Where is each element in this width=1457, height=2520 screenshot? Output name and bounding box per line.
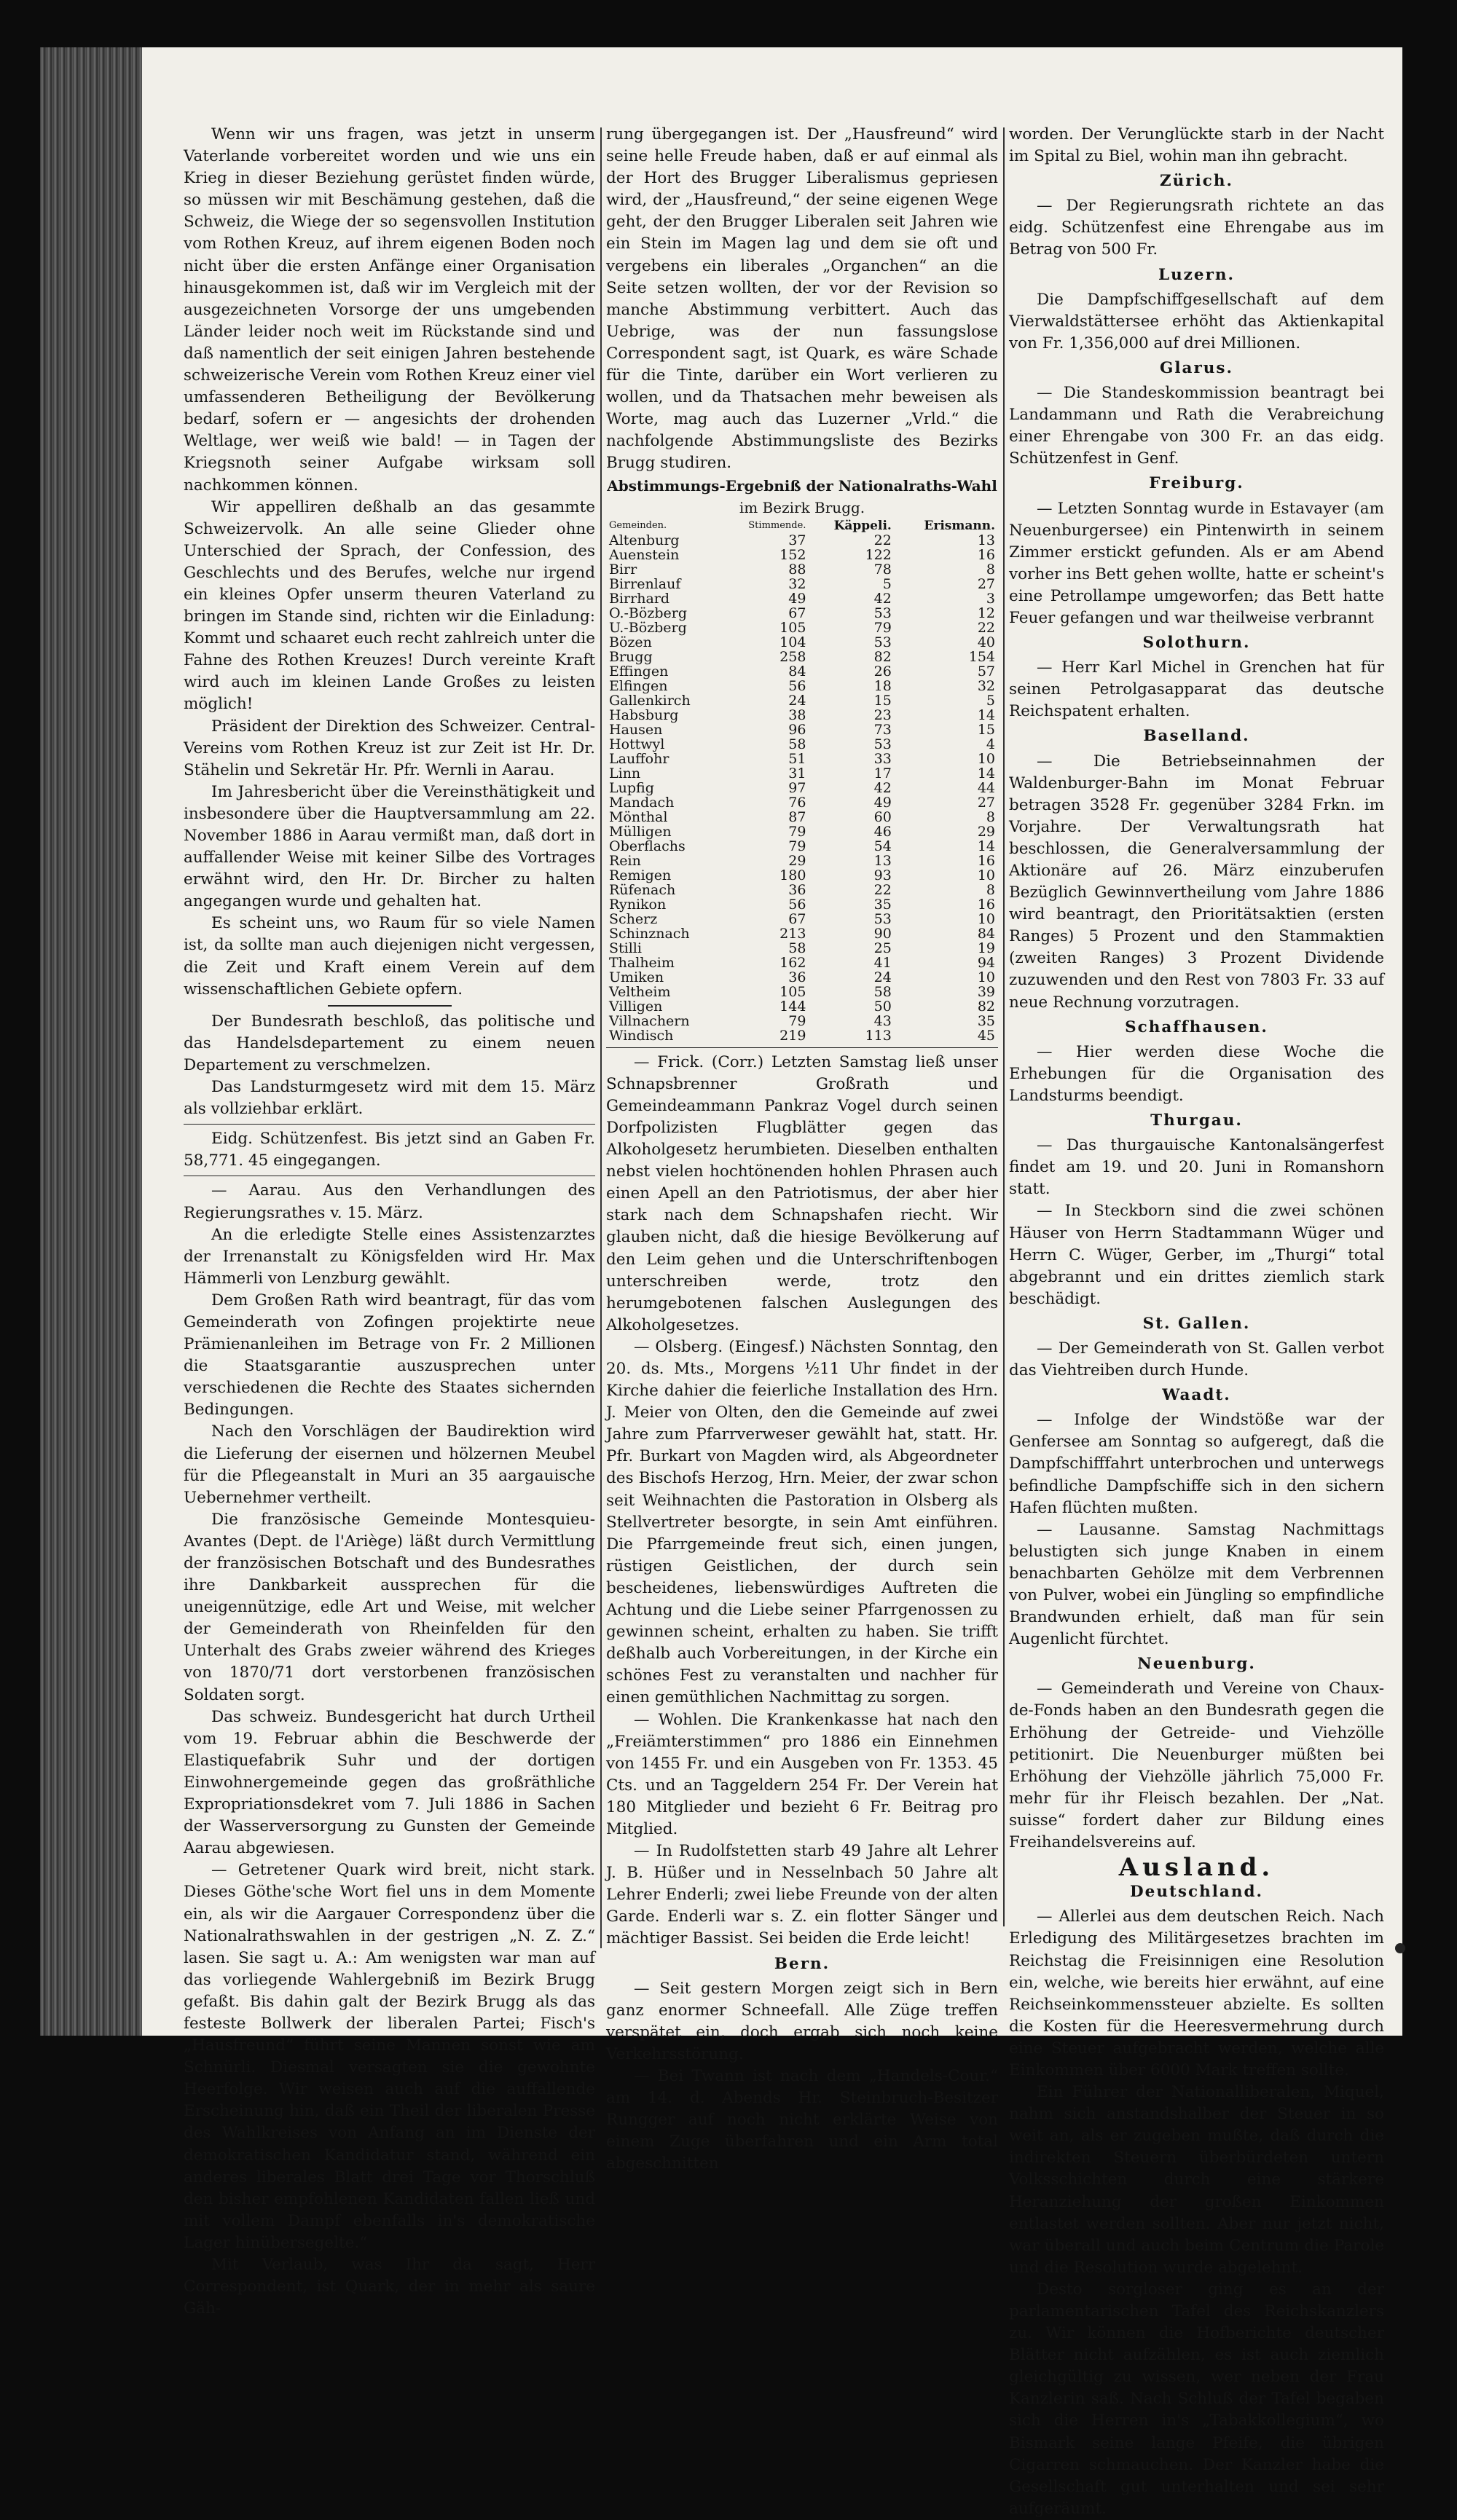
table-cell: Auenstein [609, 546, 680, 563]
table-cell: 213 [779, 925, 806, 942]
table-cell: 152 [779, 546, 806, 563]
paragraph: — Das thurgauische Kantonalsängerfest findet am 19. und 20. Juni in Romanshorn statt. [1009, 1136, 1384, 1199]
table-cell: 3 [986, 590, 995, 607]
table-cell: 24 [873, 969, 892, 985]
paragraph: — Allerlei aus dem deutschen Reich. Nach Erledigung des Militärgesetzes brachten im Reichstag die Freisinnigen eine Resolution ein, welche, wie bereits hier erwähnt, auf eine Reichseinkommenssteuer abzielte. Es sollten die Kosten für die Heeresvermehrung durch eine Steuer aufgebracht werden, welche alle Einkommen über 6000 Mark treffen sollte. [1009, 1907, 1384, 2079]
table-cell: 33 [873, 750, 892, 767]
table-cell: Thalheim [609, 954, 675, 971]
paragraph: Dem Großen Rath wird beantragt, für das vom Gemeinderath von Zofingen projektirte neue Prämienanleihen im Betrage von Fr. 2 Millionen die Staatsgarantie auszusprechen unter verschiedenen die Rechte des Staates sichernden Bedingungen. [184, 1291, 595, 1420]
table-cell: 87 [788, 808, 806, 825]
table-cell: 27 [977, 575, 995, 592]
table-row [606, 912, 998, 926]
column-left [184, 124, 595, 2320]
table-row [606, 810, 998, 824]
table-row [606, 708, 998, 722]
table-cell: 58 [788, 940, 806, 956]
paragraph: — Olsberg. (Eingesf.) Nächsten Sonntag, den 20. ds. Mts., Morgens ½11 Uhr findet in der Kirche dahier die feierliche Installation des Hrn. J. Meier von Olten, den die Gemeinde auf zwei Jahre zum Pfarrverweser gewählt hat, statt. Hr. Pfr. Burkart von Magden wird, als Abgeordneter des Bischofs Herzog, Hrn. Meier, der zwar schon seit Weihnachten die Pastoration in Olsberg als Stellvertreter besorgte, in sein Amt einführen. Die Pfarrgemeinde freut sich, einen jungen, rüstigen Geistlichen, der durch sein bescheidenes, liebenswürdiges Auftreten die Achtung und die Liebe seiner Pfarrgenossen zu gewinnen scheint, erhalten zu haben. Sie trifft deßhalb auch Vorbereitungen, in der Kirche ein schönes Fest zu veranstalten und nachher für einen gemüthlichen Nachmittag zu sorgen. [606, 1337, 998, 1707]
table-cell: 37 [788, 532, 806, 548]
paragraph: worden. Der Verunglückte starb in der Nacht im Spital zu Biel, wohin man ihn gebracht. [1009, 125, 1384, 166]
table-cell: 93 [873, 867, 892, 883]
paragraph: — In Rudolfstetten starb 49 Jahre alt Lehrer J. B. Hüßer und in Nesselnbach 50 Jahre alt Lehrer Enderli; zwei liebe Freunde von der alten Garde. Enderli war s. Z. ein flotter Sänger und mächtiger Bassist. Sei beiden die Erde leicht! [606, 1842, 998, 1948]
table-cell: 12 [977, 605, 995, 621]
table-row [606, 985, 998, 999]
table-row [606, 970, 998, 985]
paragraph: Mit Verlaub, was Ihr da sagt, Herr Correspondent, ist Quark, der in mehr als saure Gäh- [184, 2256, 595, 2318]
table-cell: 162 [779, 954, 806, 971]
table-cell: 16 [977, 896, 995, 913]
table-cell: 36 [788, 881, 806, 898]
table-cell: Altenburg [609, 532, 680, 548]
paragraph: An die erledigte Stelle eines Assistenzarztes der Irrenanstalt zu Königsfelden wird Hr. Max Hämmerli von Lenzburg gewählt. [184, 1225, 595, 1288]
table-cell: 79 [788, 838, 806, 854]
table-cell: Rein [609, 852, 641, 869]
ink-spot [1395, 1943, 1405, 1953]
table-cell: 10 [977, 867, 995, 883]
table-row [606, 577, 998, 591]
table-cell: 50 [873, 998, 892, 1015]
table-row [606, 781, 998, 795]
divider [606, 1047, 998, 1048]
section-heading: Luzern. [1158, 265, 1236, 284]
table-cell: Hottwyl [609, 736, 665, 752]
table-row [606, 883, 998, 897]
table-row [606, 621, 998, 635]
paragraph: Präsident der Direktion des Schweizer. Central-Vereins vom Rothen Kreuz ist zur Zeit ist Hr. Dr. Stähelin und Sekretär Hr. Pfr. Wernli in Aarau. [184, 717, 595, 779]
table-row [606, 956, 998, 970]
table-cell: 84 [977, 925, 995, 942]
table-cell: 35 [873, 896, 892, 913]
election-results-table [606, 519, 998, 1043]
canton-news [1009, 170, 1384, 1854]
table-cell: 13 [873, 852, 892, 869]
table-header-row [606, 519, 998, 533]
table-cell: 79 [788, 1012, 806, 1029]
table-cell: 94 [977, 954, 995, 971]
paragraph: Das schweiz. Bundesgericht hat durch Urtheil vom 19. Februar abhin die Beschwerde der Elastiquefabrik Suhr und der dortigen Einwohnergemeinde gegen das großräthliche Expropriationsdekret vom 7. Juli 1886 in Sachen der Wasserversorgung zu Gunsten der Gemeinde Aarau abgewiesen. [184, 1707, 595, 1858]
table-row [606, 854, 998, 868]
table-cell: 78 [873, 561, 892, 578]
table-cell: 24 [788, 692, 806, 709]
paragraph: Die französische Gemeinde Montesquieu-Avantes (Dept. de l'Ariège) läßt durch Vermittlung der französischen Botschaft und des Bundesrathes ihre Dankbarkeit aussprechen für die uneigennützige, edle Art und Weise, mit welcher der Gemeinderath von Rheinfelden für den Unterhalt des Grabs zweier während des Krieges von 1870/71 dort verstorbenen französischen Soldaten sorgt. [184, 1510, 595, 1704]
table-cell: 32 [788, 575, 806, 592]
table-cell: 42 [873, 779, 892, 796]
table-cell: 29 [977, 823, 995, 840]
table-cell: 76 [788, 794, 806, 811]
table-cell: 88 [788, 561, 806, 578]
table-row [606, 635, 998, 650]
table-row [606, 664, 998, 679]
table-cell: 51 [788, 750, 806, 767]
table-cell: 18 [873, 677, 892, 694]
table-cell: U.-Bözberg [609, 619, 687, 636]
table-row [606, 752, 998, 766]
table-row [606, 999, 998, 1014]
paragraph: Nach den Vorschlägen der Baudirektion wird die Lieferung der eisernen und hölzernen Meubel für die Pflegeanstalt in Muri an 35 aargauische Uebernehmer vertheilt. [184, 1422, 595, 1507]
section-heading: Thurgau. [1150, 1111, 1243, 1130]
table-cell: 15 [977, 721, 995, 738]
table-subtitle: im Bezirk Brugg. [739, 498, 865, 516]
table-cell: 219 [779, 1027, 806, 1044]
paragraph: — Frick. (Corr.) Letzten Samstag ließ unser Schnapsbrenner Großrath und Gemeindeammann Pankraz Vogel durch seinen Dorfpolizisten Flugblätter gegen das Alkoholgesetz herumbieten. Dieselben enthalten nebst vielen hochtönenden hohlen Phrasen auch einen Apell an den Patriotismus, der aber hier stark nach dem Schnapshafen riecht. Wir glauben nicht, daß die hiesige Bevölkerung auf den Leim gehen und die Unterschriftenbogen unterschreiben werde, trotz den herumgebotenen falschen Auslegungen des Alkoholgesetzes. [606, 1052, 998, 1334]
table-cell: 104 [779, 634, 806, 650]
table-cell: 15 [873, 692, 892, 709]
paragraph: — Lausanne. Samstag Nachmittags belustigten sich junge Knaben in einem benachbarten Gehölze mit dem Verbrennen von Pulver, wobei ein Jüngling so empfindliche Brandwunden erhielt, daß man für sein Augenlicht fürchtet. [1009, 1520, 1384, 1649]
table-cell: 90 [873, 925, 892, 942]
table-cell: Mandach [609, 794, 675, 811]
table-cell: 10 [977, 910, 995, 927]
table-cell: 54 [873, 838, 892, 854]
table-cell: Brugg [609, 648, 653, 665]
table-row [606, 766, 998, 781]
paragraph: — Der Gemeinderath von St. Gallen verbot das Viehtreiben durch Hunde. [1009, 1339, 1384, 1380]
table-cell: 43 [873, 1012, 892, 1029]
section-heading: Solothurn. [1142, 634, 1251, 653]
table-cell: 42 [873, 590, 892, 607]
paragraph: — Getretener Quark wird breit, nicht stark. Dieses Göthe'sche Wort fiel uns in dem Momente ein, als wir die Aargauer Correspondenz über die Nationalrathswahlen in der gestrigen „N. Z. Z.“ lasen. Sie sagt u. A.: Am wenigsten war man auf das vorliegende Wahlergebniß im Bezirk Brugg gefaßt. Bis dahin galt der Bezirk Brugg als das festeste Bollwerk der liberalen Partei; Fisch's „Hausfreund“ führt seine Mannen sonst wie am Schnürli. Diesmal versagten sie die gewohnte Heerfolge. Wir weisen auch auf die auffallende Erscheinung hin, daß ein Theil der liberalen Presse des Wahlkreises von Anfang an im Dienste der demokratischen Kandidatur stand, während ein anderes liberales Blatt drei Tage vor Thorschluß den bisher empfohlenen Kandidaten fallen ließ und mit vollem Dampf ebenfalls in's demokratische Lager hinübersegelte.“ [184, 1861, 595, 2252]
table-cell: Schinznach [609, 925, 690, 942]
table-cell: Umiken [609, 969, 664, 985]
section-heading-ausland: Ausland. [1118, 1853, 1275, 1883]
table-cell: 36 [788, 969, 806, 985]
table-cell: Hausen [609, 721, 663, 738]
paragraph: Die Dampfschiffgesellschaft auf dem Vierwaldstättersee erhöht das Aktienkapital von Fr. 1,356,000 auf drei Millionen. [1009, 290, 1384, 353]
section-heading: Schaffhausen. [1125, 1017, 1268, 1036]
table-row [606, 693, 998, 708]
table-cell: 41 [873, 954, 892, 971]
paragraph: Wir appelliren deßhalb an das gesammte Schweizervolk. An alle seine Glieder ohne Unterschied der Sprach, der Confession, des Geschlechts und des Berufes, welche nur irgend ein kleines Opfer unserm theuren Vaterland zu bringen im Stande sind, richten wir die Einladung: Kommt und schaaret euch recht zahlreich unter die Fahne des Rothen Kreuzes! Durch vereinte Kraft wird auch im kleinen Lande Großes zu leisten möglich! [184, 497, 595, 714]
table-row [606, 722, 998, 737]
column-rule [600, 127, 602, 1948]
table-cell: 49 [788, 590, 806, 607]
table-cell: Lauffohr [609, 750, 669, 767]
table-cell: 35 [977, 1012, 995, 1029]
paragraph: Ein Führer der Nationalliberalen, Miquel, nahm sich anstandshalber der Steuer in so weit an, als er zugeben mußte, daß durch die indirekten Steuern überbürdeten untern Volksschichten durch eine stärkere Heranziehung der großen Einkommen entlastet werden sollten. Aber nur jetzt nicht, war überall und auch beim Centrum die Parole und die Resolution wurde abgelehnt. [1009, 2083, 1384, 2277]
table-cell: 96 [788, 721, 806, 738]
table-cell: 180 [779, 867, 806, 883]
table-cell: 39 [977, 983, 995, 1000]
paragraph: Der Bundesrath beschloß, das politische und das Handelsdepartement zu einem neuen Departement zu verschmelzen. [184, 1012, 595, 1074]
table-row [606, 1014, 998, 1028]
divider [184, 1124, 595, 1125]
section-heading-deutschland: Deutschland. [1130, 1883, 1263, 1902]
book-binding-edge [40, 47, 142, 2036]
section-heading: St. Gallen. [1142, 1314, 1251, 1333]
table-row [606, 839, 998, 854]
table-cell: Gallenkirch [609, 692, 691, 709]
section-heading: Neuenburg. [1137, 1655, 1256, 1674]
table-cell: Villigen [609, 998, 663, 1015]
paragraph: — Der Regierungsrath richtete an das eidg. Schützenfest eine Ehrengabe aus im Betrag von 500 Fr. [1009, 197, 1384, 259]
table-cell: 8 [986, 561, 995, 578]
paragraph: — Aarau. Aus den Verhandlungen des Regierungsrathes v. 15. März. [184, 1181, 595, 1222]
table-cell: 56 [788, 677, 806, 694]
table-row [606, 926, 998, 941]
table-cell: Birrhard [609, 590, 670, 607]
table-cell: 122 [865, 546, 892, 563]
table-row [606, 562, 998, 577]
table-cell: 38 [788, 706, 806, 723]
table-cell: 79 [788, 823, 806, 840]
paragraph: — Herr Karl Michel in Grenchen hat für seinen Petrolgasapparat das deutsche Reichspatent erhalten. [1009, 658, 1384, 721]
table-cell: 8 [986, 808, 995, 825]
table-cell: 14 [977, 765, 995, 781]
table-cell: Elfingen [609, 677, 668, 694]
table-cell: Birr [609, 561, 637, 578]
table-cell: 8 [986, 881, 995, 898]
table-cell: 53 [873, 736, 892, 752]
table-cell: 10 [977, 969, 995, 985]
table-cell: Stilli [609, 940, 642, 956]
table-cell: 105 [779, 983, 806, 1000]
table-cell: Remigen [609, 867, 672, 883]
table-cell: Linn [609, 765, 641, 781]
table-cell: 60 [873, 808, 892, 825]
paragraph: Es scheint uns, wo Raum für so viele Namen ist, da sollte man auch diejenigen nicht vergessen, die Zeit und Kraft einem Verein auf dem wissenschaftlichen Gebiete opfern. [184, 914, 595, 999]
table-cell: 10 [977, 750, 995, 767]
table-cell: Villnachern [609, 1012, 690, 1029]
paragraph: — Gemeinderath und Vereine von Chaux-de-Fonds haben an den Bundesrath gegen die Erhöhung der Getreide- und Viehzölle petitionirt. Die Neuenburger müßten bei Erhöhung der Viehzölle jährlich 75,000 Fr. mehr für ihr Fleisch bezahlen. Der „Nat. suisse“ fordert daher zur Bildung eines Freihandelsvereins auf. [1009, 1680, 1384, 1852]
table-row [606, 548, 998, 562]
table-cell: 56 [788, 896, 806, 913]
table-cell: 67 [788, 605, 806, 621]
table-cell: 57 [977, 663, 995, 680]
table-cell: O.-Bözberg [609, 605, 687, 621]
table-row [606, 795, 998, 810]
table-title: Abstimmungs-Ergebniß der Nationalraths-Wahl [607, 476, 997, 495]
table-cell: 84 [788, 663, 806, 680]
table-cell: 73 [873, 721, 892, 738]
paragraph: Eidg. Schützenfest. Bis jetzt sind an Gaben Fr. 58,771. 45 eingegangen. [184, 1130, 595, 1170]
section-heading: Waadt. [1162, 1386, 1231, 1405]
table-cell: 97 [788, 779, 806, 796]
table-cell: 67 [788, 910, 806, 927]
table-cell: 17 [873, 765, 892, 781]
table-cell: 22 [977, 619, 995, 636]
paragraph: — Bei Twann ist nach dem „Handels-Cour.“ am 14. d. Abends Hr. Steinbruch-Besitzer Rungger auf noch nicht erklärte Weise von einem Zuge überfahren und ein Arm total abgeschnitten [606, 2067, 998, 2173]
table-cell: 16 [977, 852, 995, 869]
table-row [606, 897, 998, 912]
table-cell: Oberflachs [609, 838, 686, 854]
table-row [606, 606, 998, 621]
table-cell: 19 [977, 940, 995, 956]
table-cell: 4 [986, 736, 995, 752]
table-cell: 5 [882, 575, 892, 592]
paragraph: — Letzten Sonntag wurde in Estavayer (am Neuenburgersee) ein Pintenwirth in seinem Zimmer erstickt gefunden. Als er am Abend vorher ins Bett gehen wollte, hatte er scheint's eine Petrollampe umgeworfen; das Bett hatte Feuer gefangen und war theilweise verbrannt [1009, 499, 1384, 627]
table-cell: 113 [865, 1027, 892, 1044]
table-row [606, 650, 998, 664]
table-cell: 49 [873, 794, 892, 811]
column-middle [606, 124, 998, 2175]
paragraph: — Wohlen. Die Krankenkasse hat nach den „Freiämterstimmen“ pro 1886 ein Einnehmen von 1455 Fr. und ein Ausgeben von Fr. 1353. 45 Cts. und an Taggeldern 254 Fr. Der Verein hat 180 Mitglieder und bezieht 6 Fr. Beitrag pro Mitglied. [606, 1710, 998, 1838]
table-row [606, 1028, 998, 1043]
table-cell: 45 [977, 1027, 995, 1044]
table-cell: 79 [873, 619, 892, 636]
table-cell: 31 [788, 765, 806, 781]
paragraph: — Die Standeskommission beantragt bei Landammann und Rath die Verabreichung einer Ehrengabe von 300 Fr. an das eidg. Schützenfest in Genf. [1009, 384, 1384, 468]
table-cell: 29 [788, 852, 806, 869]
table-cell: 44 [977, 779, 995, 796]
paragraph: — Seit gestern Morgen zeigt sich in Bern ganz enormer Schneefall. Alle Züge treffen verspätet ein, doch ergab sich noch keine Verkehrsstörung. [606, 1979, 998, 2063]
table-cell: 25 [873, 940, 892, 956]
table-cell: Effingen [609, 663, 669, 680]
column-header: Gemeinden. [609, 519, 667, 531]
table-cell: 258 [779, 648, 806, 665]
paragraph: — Hier werden diese Woche die Erhebungen für die Organisation des Landsturms beendigt. [1009, 1042, 1384, 1105]
table-cell: 40 [977, 634, 995, 650]
table-row [606, 533, 998, 548]
table-cell: Windisch [609, 1027, 674, 1044]
table-row [606, 591, 998, 606]
table-row [606, 941, 998, 956]
table-cell: 14 [977, 838, 995, 854]
table-cell: 53 [873, 910, 892, 927]
paragraph: rung übergegangen ist. Der „Hausfreund“ wird seine helle Freude haben, daß er auf einmal als der Hort des Brugger Liberalismus gepriesen wird, der „Hausfreund,“ der seine eigenen Wege geht, der den Brugger Liberalen seit Jahren wie ein Stein im Magen lag und dem sie oft und vergebens ein liberales „Organchen“ an die Seite setzen wollten, der vor der Revision so manche Abstimmung verbittert. Auch das Uebrige, was der nun fassungslose Correspondent sagt, ist Quark, es wäre Schade für die Tinte, darüber ein Wort verlieren zu wollen, und da Thatsachen mehr beweisen als Worte, mag auch das Luzerner „Vrld.“ die nachfolgende Abstimmungsliste des Bezirks Brugg studiren. [606, 125, 998, 473]
paragraph: Im Jahresbericht über die Vereinsthätigkeit und insbesondere über die Hauptversammlung am 22. November 1886 in Aarau vermißt man, daß dort in auffallender Weise mit keiner Silbe des Vortrages erwähnt wird, den Hr. Dr. Bircher zu halten angegangen wurde und gehalten hat. [184, 782, 595, 911]
table-row [606, 737, 998, 752]
table-cell: 5 [986, 692, 995, 709]
table-cell: 53 [873, 605, 892, 621]
table-cell: 27 [977, 794, 995, 811]
table-cell: 46 [873, 823, 892, 840]
table-cell: 14 [977, 706, 995, 723]
table-cell: 13 [977, 532, 995, 548]
table-cell: Mönthal [609, 808, 668, 825]
table-row [606, 868, 998, 883]
table-cell: 16 [977, 546, 995, 563]
table-cell: 154 [968, 648, 995, 665]
column-header: Erismann. [924, 518, 995, 533]
table-cell: 22 [873, 532, 892, 548]
section-heading: Glarus. [1159, 358, 1233, 377]
table-cell: Lupfig [609, 779, 654, 796]
table-cell: 144 [779, 998, 806, 1015]
table-cell: 23 [873, 706, 892, 723]
paragraph: Wenn wir uns fragen, was jetzt in unserm Vaterlande vorbereitet worden und wie uns ein Krieg in dieser Beziehung gerüstet finden würde, so müssen wir mit Beschämung gestehen, daß die Schweiz, die Wiege der so segensvollen Institution vom Rothen Kreuz, auf ihrem eigenen Boden noch nicht über die ersten Anfänge einer Organisation hinausgekommen ist, daß wir im Vergleich mit der ausgezeichneten Vorsorge der uns umgebenden Länder leider noch weit im Rückstande sind und daß namentlich der seit einigen Jahren bestehende schweizerische Verein vom Rothen Kreuz einer viel umfassenderen Betheiligung der Bevölkerung bedarf, sofern er — angesichts der drohenden Weltlage, wer weiß wie bald! — in Tagen der Kriegsnoth seiner Aufgabe wirksam soll nachkommen können. [184, 125, 595, 495]
table-cell: 32 [977, 677, 995, 694]
table-cell: 53 [873, 634, 892, 650]
paragraph: — In Steckborn sind die zwei schönen Häuser von Herrn Stadtammann Wüger und Herrn C. Wüger, Gerber, im „Thurgi“ total abgebrannt und ein drittes ziemlich stark beschädigt. [1009, 1202, 1384, 1308]
column-rule [1003, 127, 1005, 1926]
table-cell: Mülligen [609, 823, 672, 840]
table-cell: 26 [873, 663, 892, 680]
table-cell: Scherz [609, 910, 658, 927]
section-heading: Zürich. [1159, 172, 1234, 191]
table-row [606, 824, 998, 839]
column-right [1009, 124, 1384, 2520]
table-cell: 58 [788, 736, 806, 752]
paragraph: Das Landsturmgesetz wird mit dem 15. März als vollziehbar erklärt. [184, 1078, 595, 1119]
section-heading-bern: Bern. [774, 1954, 830, 1973]
table-cell: Habsburg [609, 706, 679, 723]
newspaper-page [142, 47, 1402, 2518]
table-cell: 58 [873, 983, 892, 1000]
section-heading: Baselland. [1143, 727, 1250, 746]
table-cell: 82 [977, 998, 995, 1015]
divider [328, 1005, 452, 1007]
table-cell: Veltheim [609, 983, 671, 1000]
table-row [606, 679, 998, 693]
table-cell: Rynikon [609, 896, 667, 913]
paragraph: — Die Betriebseinnahmen der Waldenburger-Bahn im Monat Februar betragen 3528 Fr. gegenüber 3284 Frkn. im Vorjahre. Der Verwaltungsrath hat beschlossen, die Generalversammlung der Aktionäre auf 26. März einzuberufen Bezüglich Gewinnvertheilung vom Jahre 1886 wird beantragt, den Prioritätsaktien (ersten Ranges) 5 Prozent und den Stammaktien (zweiten Ranges) 3 Prozent Dividende zuzuwenden und den Rest von 7803 Fr. 33 auf neue Rechnung vorzutragen. [1009, 752, 1384, 1012]
section-heading: Freiburg. [1149, 474, 1244, 493]
paragraph: Desto sorgloser ging es an der parlamentarischen Tafel des Reichskanzlers zu. Wir können die Hofberichte deutscher Blätter nicht aufzählen, es ist auch ziemlich gleichgültig zu wissen, wer neben der Frau Kanzlerin saß. Nach Schluß der Tafel begaben sich die Herren in's „Tabakkollegium“, wo Bismark seine lange Pfeife, die übrigen Cigarren schmauchen. Der Kanzler habe die Gesellschaft gut unterhalten und sei sehr aufgeräumt. [1009, 2280, 1384, 2518]
table-cell: Bözen [609, 634, 652, 650]
table-cell: 82 [873, 648, 892, 665]
column-header: Käppeli. [833, 518, 892, 533]
paragraph: — Infolge der Windstöße war der Genfersee am Sonntag so aufgeregt, daß die Dampfschifffahrt unterbrochen und unterwegs befindliche Dampfschiffe sich in den sichern Hafen flüchten mußten. [1009, 1411, 1384, 1517]
table-cell: Rüfenach [609, 881, 676, 898]
table-cell: 105 [779, 619, 806, 636]
table-cell: 22 [873, 881, 892, 898]
table-cell: Birrenlauf [609, 575, 681, 592]
column-header: Stimmende. [748, 519, 806, 531]
